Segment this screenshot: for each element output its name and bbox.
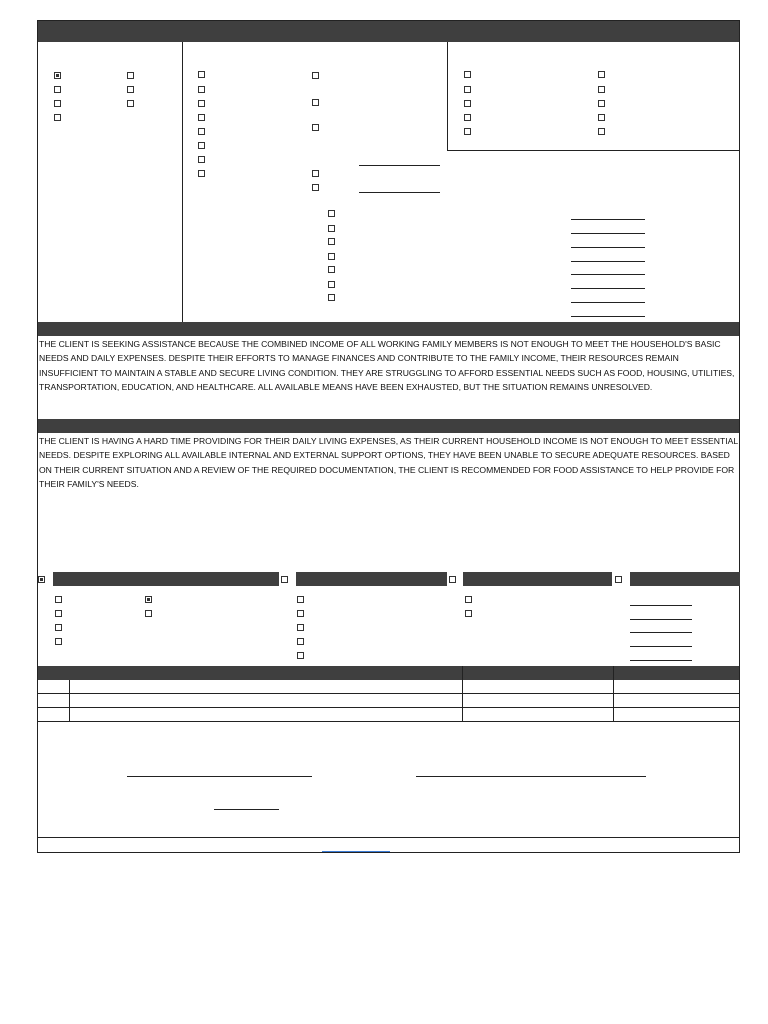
fill-line[interactable] xyxy=(571,302,645,303)
checkbox[interactable] xyxy=(54,100,61,107)
checkbox[interactable] xyxy=(198,100,205,107)
checkbox[interactable] xyxy=(464,114,471,121)
checkbox[interactable] xyxy=(198,170,205,177)
checkbox[interactable] xyxy=(449,576,456,583)
checkbox[interactable] xyxy=(328,210,335,217)
checkbox[interactable] xyxy=(55,638,62,645)
checkbox[interactable] xyxy=(312,99,319,106)
checkbox[interactable] xyxy=(328,238,335,245)
checkbox[interactable] xyxy=(281,576,288,583)
checkbox[interactable] xyxy=(297,596,304,603)
fill-line[interactable] xyxy=(571,274,645,275)
recommendation-bar xyxy=(630,572,740,586)
checkbox[interactable] xyxy=(328,266,335,273)
table-header-bar xyxy=(38,666,739,680)
signature-line[interactable] xyxy=(127,776,312,777)
reason-paragraph: THE CLIENT IS SEEKING ASSISTANCE BECAUSE THE COMBINED INCOME OF ALL WORKING FAMILY MEMBERS IS NOT ENOUGH TO MEET THE HOUSEHOLD'S BASIC NEEDS AND DAILY EXPENSES. DESPITE THEIR EFFORTS TO MANAGE FINANCES AND CONTRIBUTE TO THE FAMILY INCOME, THEIR RESOURCES REMAIN INSUFFICIENT TO MAINTAIN A STABLE AND SECURE LIVING CONDITION. THEY ARE STRUGGLING TO AFFORD ESSENTIAL NEEDS SUCH AS FOOD, HOUSING, UTILITIES, TRANSPORTATION, EDUCATION, AND HEALTHCARE. ALL AVAILABLE MEANS HAVE BEEN EXHAUSTED, BUT THE SITUATION REMAINS UNRESOLVED. xyxy=(39,339,735,393)
checkbox[interactable] xyxy=(127,72,134,79)
checkbox[interactable] xyxy=(54,114,61,121)
checkbox[interactable] xyxy=(297,638,304,645)
checkbox[interactable] xyxy=(127,86,134,93)
checkbox[interactable] xyxy=(145,610,152,617)
checkbox[interactable] xyxy=(328,225,335,232)
reason-header-bar xyxy=(38,322,739,336)
recommendation-bar xyxy=(463,572,612,586)
checkbox[interactable] xyxy=(328,281,335,288)
fill-line[interactable] xyxy=(630,660,692,661)
table-column-divider xyxy=(69,680,70,721)
checkbox[interactable] xyxy=(598,100,605,107)
checkbox[interactable] xyxy=(198,71,205,78)
checkbox[interactable] xyxy=(198,142,205,149)
footer-link[interactable] xyxy=(322,851,390,852)
fill-line[interactable] xyxy=(630,605,692,606)
checkbox[interactable] xyxy=(464,128,471,135)
checkbox[interactable] xyxy=(198,114,205,121)
checkbox[interactable] xyxy=(598,128,605,135)
checkbox[interactable] xyxy=(465,610,472,617)
checkbox[interactable] xyxy=(297,624,304,631)
checkbox[interactable] xyxy=(328,253,335,260)
column-divider xyxy=(447,42,448,150)
fill-line[interactable] xyxy=(571,316,645,317)
checkbox[interactable] xyxy=(464,100,471,107)
checkbox[interactable] xyxy=(198,86,205,93)
recommendation-bar xyxy=(296,572,447,586)
checkbox[interactable] xyxy=(38,576,45,583)
fill-line[interactable] xyxy=(571,288,645,289)
checkbox[interactable] xyxy=(127,100,134,107)
fill-line[interactable] xyxy=(571,219,645,220)
checkbox[interactable] xyxy=(312,124,319,131)
checkbox[interactable] xyxy=(312,170,319,177)
checkbox[interactable] xyxy=(465,596,472,603)
checkbox[interactable] xyxy=(328,294,335,301)
checkbox[interactable] xyxy=(198,128,205,135)
checkbox[interactable] xyxy=(55,610,62,617)
fill-line[interactable] xyxy=(359,165,440,166)
checkbox[interactable] xyxy=(54,72,61,79)
checkbox[interactable] xyxy=(615,576,622,583)
fill-line[interactable] xyxy=(571,247,645,248)
table-row xyxy=(37,707,740,708)
assessment-paragraph: THE CLIENT IS HAVING A HARD TIME PROVIDING FOR THEIR DAILY LIVING EXPENSES, AS THEIR CURRENT HOUSEHOLD INCOME IS NOT ENOUGH TO MEET ESSENTIAL NEEDS. DESPITE EXPLORING ALL AVAILABLE INTERNAL AND EXTERNAL SUPPORT OPTIONS, THEY HAVE BEEN UNABLE TO SECURE ADEQUATE RESOURCES. BASED ON THEIR CURRENT SITUATION AND A REVIEW OF THE REQUIRED DOCUMENTATION, THE CLIENT IS RECOMMENDED FOR FOOD ASSISTANCE TO HELP PROVIDE FOR THEIR FAMILY'S NEEDS. xyxy=(39,436,738,490)
checkbox[interactable] xyxy=(598,86,605,93)
date-line[interactable] xyxy=(214,809,279,810)
checkbox[interactable] xyxy=(55,624,62,631)
column-divider xyxy=(182,42,183,322)
fill-line[interactable] xyxy=(359,192,440,193)
checkbox[interactable] xyxy=(598,114,605,121)
fill-line[interactable] xyxy=(571,261,645,262)
checkbox[interactable] xyxy=(145,596,152,603)
table-row xyxy=(37,693,740,694)
checkbox[interactable] xyxy=(55,596,62,603)
checkbox[interactable] xyxy=(297,652,304,659)
table-row xyxy=(37,721,740,722)
fill-line[interactable] xyxy=(630,632,692,633)
checkbox[interactable] xyxy=(464,71,471,78)
assessment-header-bar xyxy=(38,419,739,433)
recommendation-bar xyxy=(53,572,279,586)
fill-line[interactable] xyxy=(630,646,692,647)
section-header-bar xyxy=(38,21,739,42)
checkbox[interactable] xyxy=(312,184,319,191)
checkbox[interactable] xyxy=(198,156,205,163)
checkbox[interactable] xyxy=(54,86,61,93)
box-bottom-line xyxy=(447,150,740,151)
checkbox[interactable] xyxy=(312,72,319,79)
checkbox[interactable] xyxy=(598,71,605,78)
signature-line[interactable] xyxy=(416,776,646,777)
checkbox[interactable] xyxy=(464,86,471,93)
checkbox[interactable] xyxy=(297,610,304,617)
fill-line[interactable] xyxy=(630,619,692,620)
footer-divider xyxy=(37,837,740,838)
fill-line[interactable] xyxy=(571,233,645,234)
